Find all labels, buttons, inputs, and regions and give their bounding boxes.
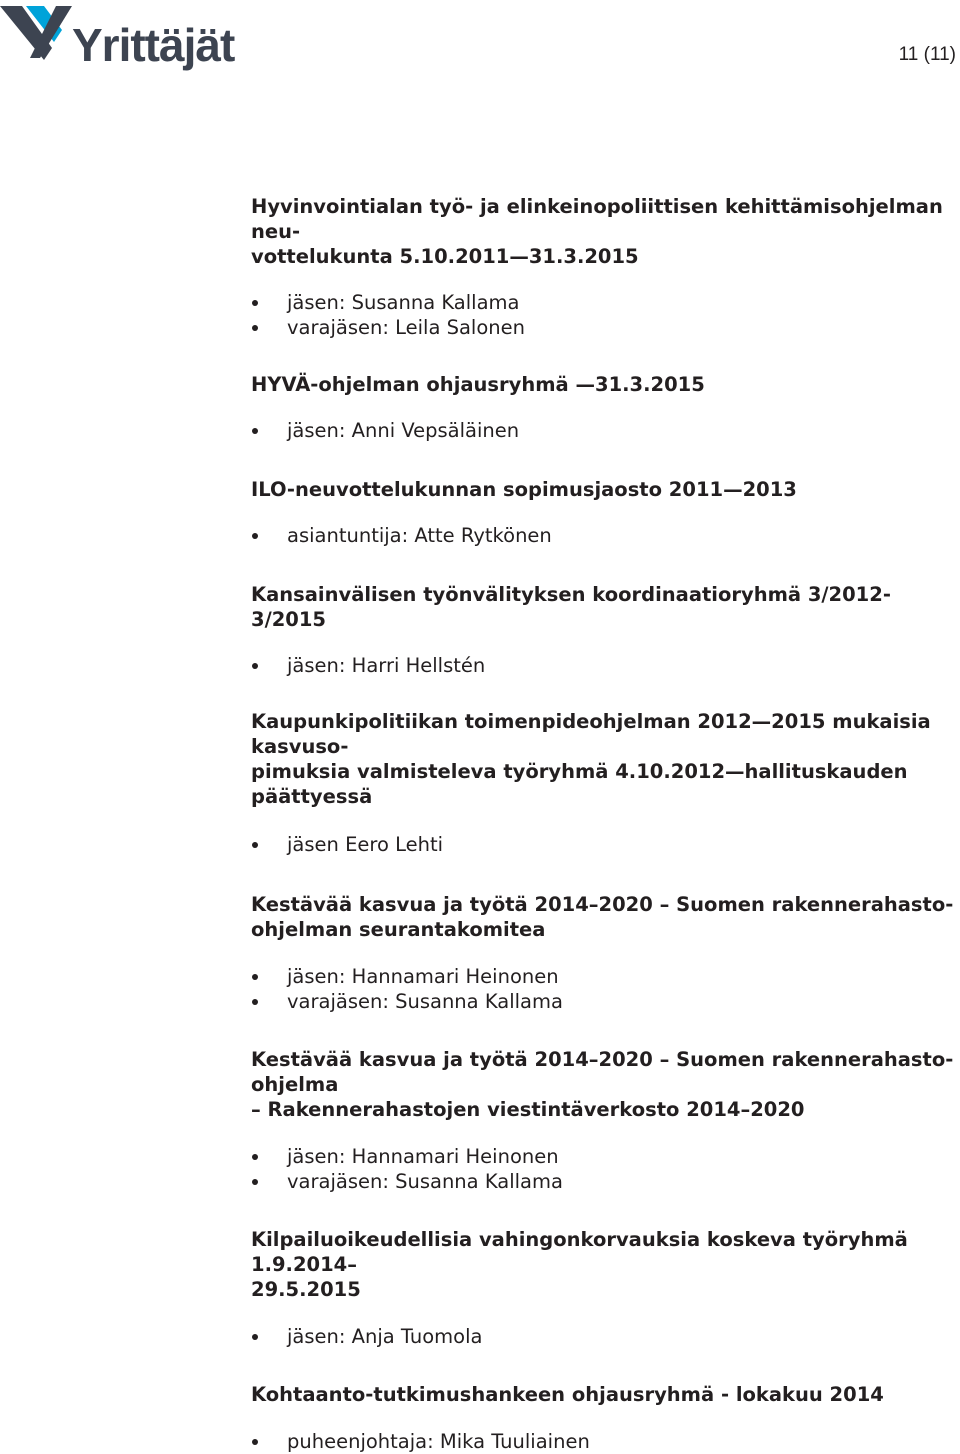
section-heading: Kilpailuoikeudellisia vahingonkorvauksia koskeva työryhmä 1.9.2014– 29.5.2015 (251, 1228, 908, 1301)
member-list (251, 653, 956, 678)
section-rakennerahasto-seuranta (251, 892, 956, 1014)
list-item: varajäsen: Susanna Kallama (251, 1169, 956, 1194)
section-kilpailuoikeus (251, 1227, 956, 1349)
section-kaupunkipolitiikka (251, 709, 956, 857)
member-list (251, 1429, 956, 1454)
page-number: 11 (11) (898, 44, 956, 65)
section-heading: Kaupunkipolitiikan toimenpideohjelman 2012—2015 mukaisia kasvuso- pimuksia valmisteleva työryhmä 4.10.2012—hallituskauden päättyessä (251, 710, 931, 808)
list-item: jäsen: Susanna Kallama (251, 290, 956, 315)
section-heading: Hyvinvointialan työ- ja elinkeinopoliittisen kehittämisohjelman neu- vottelukunta 5.10.2011—31.3.2015 (251, 195, 943, 268)
list-item: varajäsen: Leila Salonen (251, 315, 956, 340)
list-item: jäsen: Anni Vepsäläinen (251, 418, 956, 443)
list-item: jäsen: Harri Hellstén (251, 653, 956, 678)
section-heading: HYVÄ-ohjelman ohjausryhmä —31.3.2015 (251, 373, 705, 396)
member-list (251, 1144, 956, 1194)
section-tyonvalitys (251, 582, 956, 678)
section-rakennerahasto-viestinta (251, 1047, 956, 1194)
section-heading: Kestävää kasvua ja työtä 2014–2020 – Suomen rakennerahasto- ohjelman seurantakomitea (251, 893, 954, 941)
list-item: asiantuntija: Atte Rytkönen (251, 523, 956, 548)
member-list (251, 964, 956, 1014)
member-list (251, 418, 956, 443)
section-heading: Kansainvälisen työnvälityksen koordinaatioryhmä 3/2012-3/2015 (251, 583, 891, 631)
list-item: jäsen Eero Lehti (251, 832, 956, 857)
member-list (251, 1324, 956, 1349)
member-list (251, 523, 956, 548)
member-list (251, 832, 956, 857)
section-heading: ILO-neuvottelukunnan sopimusjaosto 2011—2013 (251, 478, 797, 501)
document-body (251, 194, 956, 1454)
logo-wordmark: Yrittäjät (72, 19, 235, 71)
member-list (251, 290, 956, 340)
list-item: puheenjohtaja: Mika Tuuliainen (251, 1429, 956, 1454)
section-hyva-ohjausryhma (251, 372, 956, 443)
list-item: jäsen: Hannamari Heinonen (251, 1144, 956, 1169)
section-hyvinvointiala (251, 194, 956, 340)
section-ilo-sopimusjaosto (251, 477, 956, 548)
list-item: varajäsen: Susanna Kallama (251, 989, 956, 1014)
list-item: jäsen: Anja Tuomola (251, 1324, 956, 1349)
yrittajat-logo (0, 0, 280, 84)
section-heading: Kestävää kasvua ja työtä 2014–2020 – Suomen rakennerahasto-ohjelma – Rakennerahastojen viestintäverkosto 2014–2020 (251, 1048, 954, 1121)
list-item: jäsen: Hannamari Heinonen (251, 964, 956, 989)
section-heading: Kohtaanto-tutkimushankeen ohjausryhmä - lokakuu 2014 (251, 1383, 884, 1406)
section-kohtaanto (251, 1382, 956, 1454)
